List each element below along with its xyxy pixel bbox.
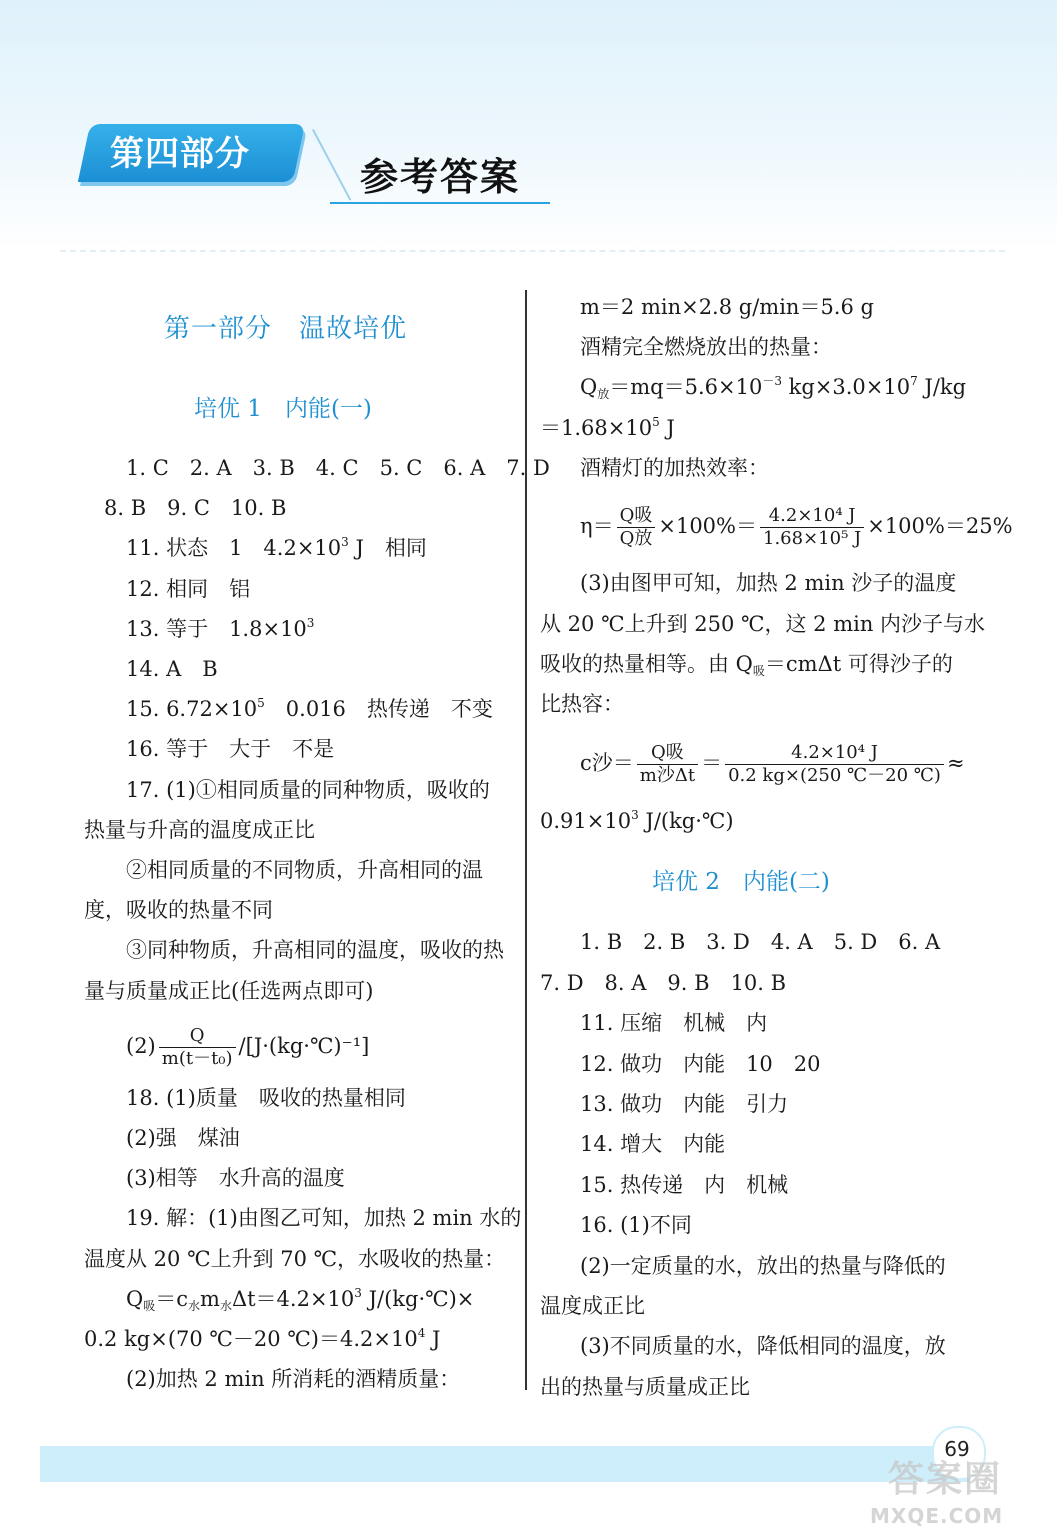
answer-line: 7. D 8. A 9. B 10. B	[540, 971, 787, 995]
answer-line: 1. C 2. A 3. B 4. C 5. C 6. A 7. D	[126, 456, 550, 480]
answer-line: 吸收的热量相等。由 $Q_吸=cm\Delta t$ 可得沙子的	[540, 652, 953, 678]
answer-line: 12. 相同 铝	[126, 577, 251, 601]
answer-line: 量与质量成正比(任选两点即可)	[84, 979, 374, 1003]
section-badge-label: 第四部分	[110, 134, 250, 174]
answer-line: (3)相等 水升高的温度	[126, 1166, 345, 1190]
answer-line: 15. $6.72\times 10^5$ 0.016 热传递 不变	[126, 696, 493, 721]
answer-line: 18. (1)质量 吸收的热量相同	[126, 1086, 406, 1110]
answer-line: 酒精完全燃烧放出的热量：	[580, 335, 832, 359]
page-title: 参考答案	[360, 155, 521, 199]
formula-line: (2) $\frac{Q}{\text{m(t－t₀)}}$ /[J·(kg·℃)⁻¹]	[126, 1025, 370, 1069]
answer-line: 温度成正比	[540, 1294, 645, 1318]
answer-line: ②相同质量的不同物质，升高相同的温	[126, 858, 483, 882]
formula-line: $Q_吸=c_水m_水\Delta t=4.2\times 10^3$ J/(kg·℃)×	[126, 1286, 475, 1313]
answer-line: 16. (1)不同	[580, 1213, 692, 1237]
answer-line: 16. 等于 大于 不是	[126, 737, 335, 761]
header-dash-line	[60, 250, 1005, 252]
formula-line: 0.2 kg×(70 ℃－20 $℃)=4.2\times 10^4$ J	[84, 1326, 441, 1351]
section-heading-2: 培优 2 内能(二)	[652, 869, 830, 895]
answer-line: 14. A B	[126, 657, 218, 681]
answer-line: (2)强 煤油	[126, 1126, 240, 1150]
title-underline	[330, 202, 550, 204]
formula-line: m＝2 min×2.8 g/min＝5.6 g	[580, 295, 874, 319]
answer-line: 19. 解：(1)由图乙可知，加热 2 min 水的	[126, 1206, 522, 1230]
answer-line: 热量与升高的温度成正比	[84, 818, 315, 842]
page-number: 69	[944, 1437, 970, 1461]
fraction: $\frac{\text{Q吸}}{\text{m沙Δt}}$	[637, 742, 698, 787]
part-heading: 第一部分 温故培优	[164, 314, 408, 344]
answer-line: (2)一定质量的水，放出的热量与降低的	[580, 1254, 946, 1278]
formula-line: $Q_放=mq=5.6\times 10^{-3}$ $kg\times 3.0\times 10^7$ J/kg	[580, 374, 967, 401]
fraction: $\frac{\text{4.2×10⁴ J}}{\text{1.68×10⁵ J}}$	[760, 505, 864, 550]
formula-line: $0.91\times 10^3$ J/(kg·℃)	[540, 808, 734, 833]
answer-line: 11. 压缩 机械 内	[580, 1011, 768, 1035]
answer-line: ③同种物质，升高相同的温度，吸收的热	[126, 938, 504, 962]
answer-line: 11. 状态 1 $4.2\times 10^3$ J 相同	[126, 535, 427, 560]
answer-line: (3)不同质量的水，降低相同的温度，放	[580, 1334, 946, 1358]
fraction: $\frac{\text{4.2×10⁴ J}}{0.2 kg\times(250 ℃-20 ℃)}$	[725, 742, 944, 787]
section-heading-1: 培优 1 内能(一)	[194, 396, 372, 422]
fraction: $\frac{\text{Q吸}}{\text{Q放}}$	[617, 505, 656, 550]
formula-line: $=1.68\times 10^5$ J	[540, 415, 675, 440]
answer-line: 14. 增大 内能	[580, 1132, 726, 1156]
answer-line: 1. B 2. B 3. D 4. A 5. D 6. A	[580, 930, 941, 954]
watermark-url: MXQE.COM	[870, 1504, 1004, 1528]
watermark-logo	[870, 1460, 1040, 1530]
answer-line: 15. 热传递 内 机械	[580, 1173, 789, 1197]
answer-line: 12. 做功 内能 10 20	[580, 1052, 821, 1076]
footer-band	[40, 1446, 970, 1482]
answer-line: 从 20 ℃上升到 250 ℃，这 2 min 内沙子与水	[540, 612, 986, 636]
answer-line: 8. B 9. C 10. B	[104, 496, 287, 520]
answer-line: (3)由图甲可知，加热 2 min 沙子的温度	[580, 571, 957, 595]
answer-line: 比热容：	[540, 692, 624, 716]
answer-line: 酒精灯的加热效率：	[580, 456, 769, 480]
answer-line: 17. (1)①相同质量的同种物质，吸收的	[126, 778, 490, 802]
answer-line: 13. 等于 $1.8\times 10^3$	[126, 616, 315, 641]
formula-line: c沙＝ $\frac{\text{Q吸}}{\text{m沙Δt}}$ ＝ $\frac{\text{4.2×10⁴ J}}{0.2 kg\times(250 ℃-20 ℃)}$ ≈	[580, 742, 965, 786]
answer-line: 温度从 20 ℃上升到 70 ℃，水吸收的热量：	[84, 1247, 506, 1271]
answer-line: (2)加热 2 min 所消耗的酒精质量：	[126, 1367, 461, 1391]
answer-line: 度，吸收的热量不同	[84, 898, 273, 922]
watermark-text: 答案圈	[888, 1459, 1003, 1500]
answer-line: 出的热量与质量成正比	[540, 1375, 750, 1399]
fraction: $\frac{Q}{\text{m(t－t₀)}}$	[159, 1025, 236, 1070]
formula-line: η＝ $\frac{\text{Q吸}}{\text{Q放}}$ ×100%＝ $\frac{\text{4.2×10⁴ J}}{\text{1.68×10⁵ J}}$ ×100%＝25%	[580, 505, 1013, 549]
answer-line: 13. 做功 内能 引力	[580, 1092, 789, 1116]
